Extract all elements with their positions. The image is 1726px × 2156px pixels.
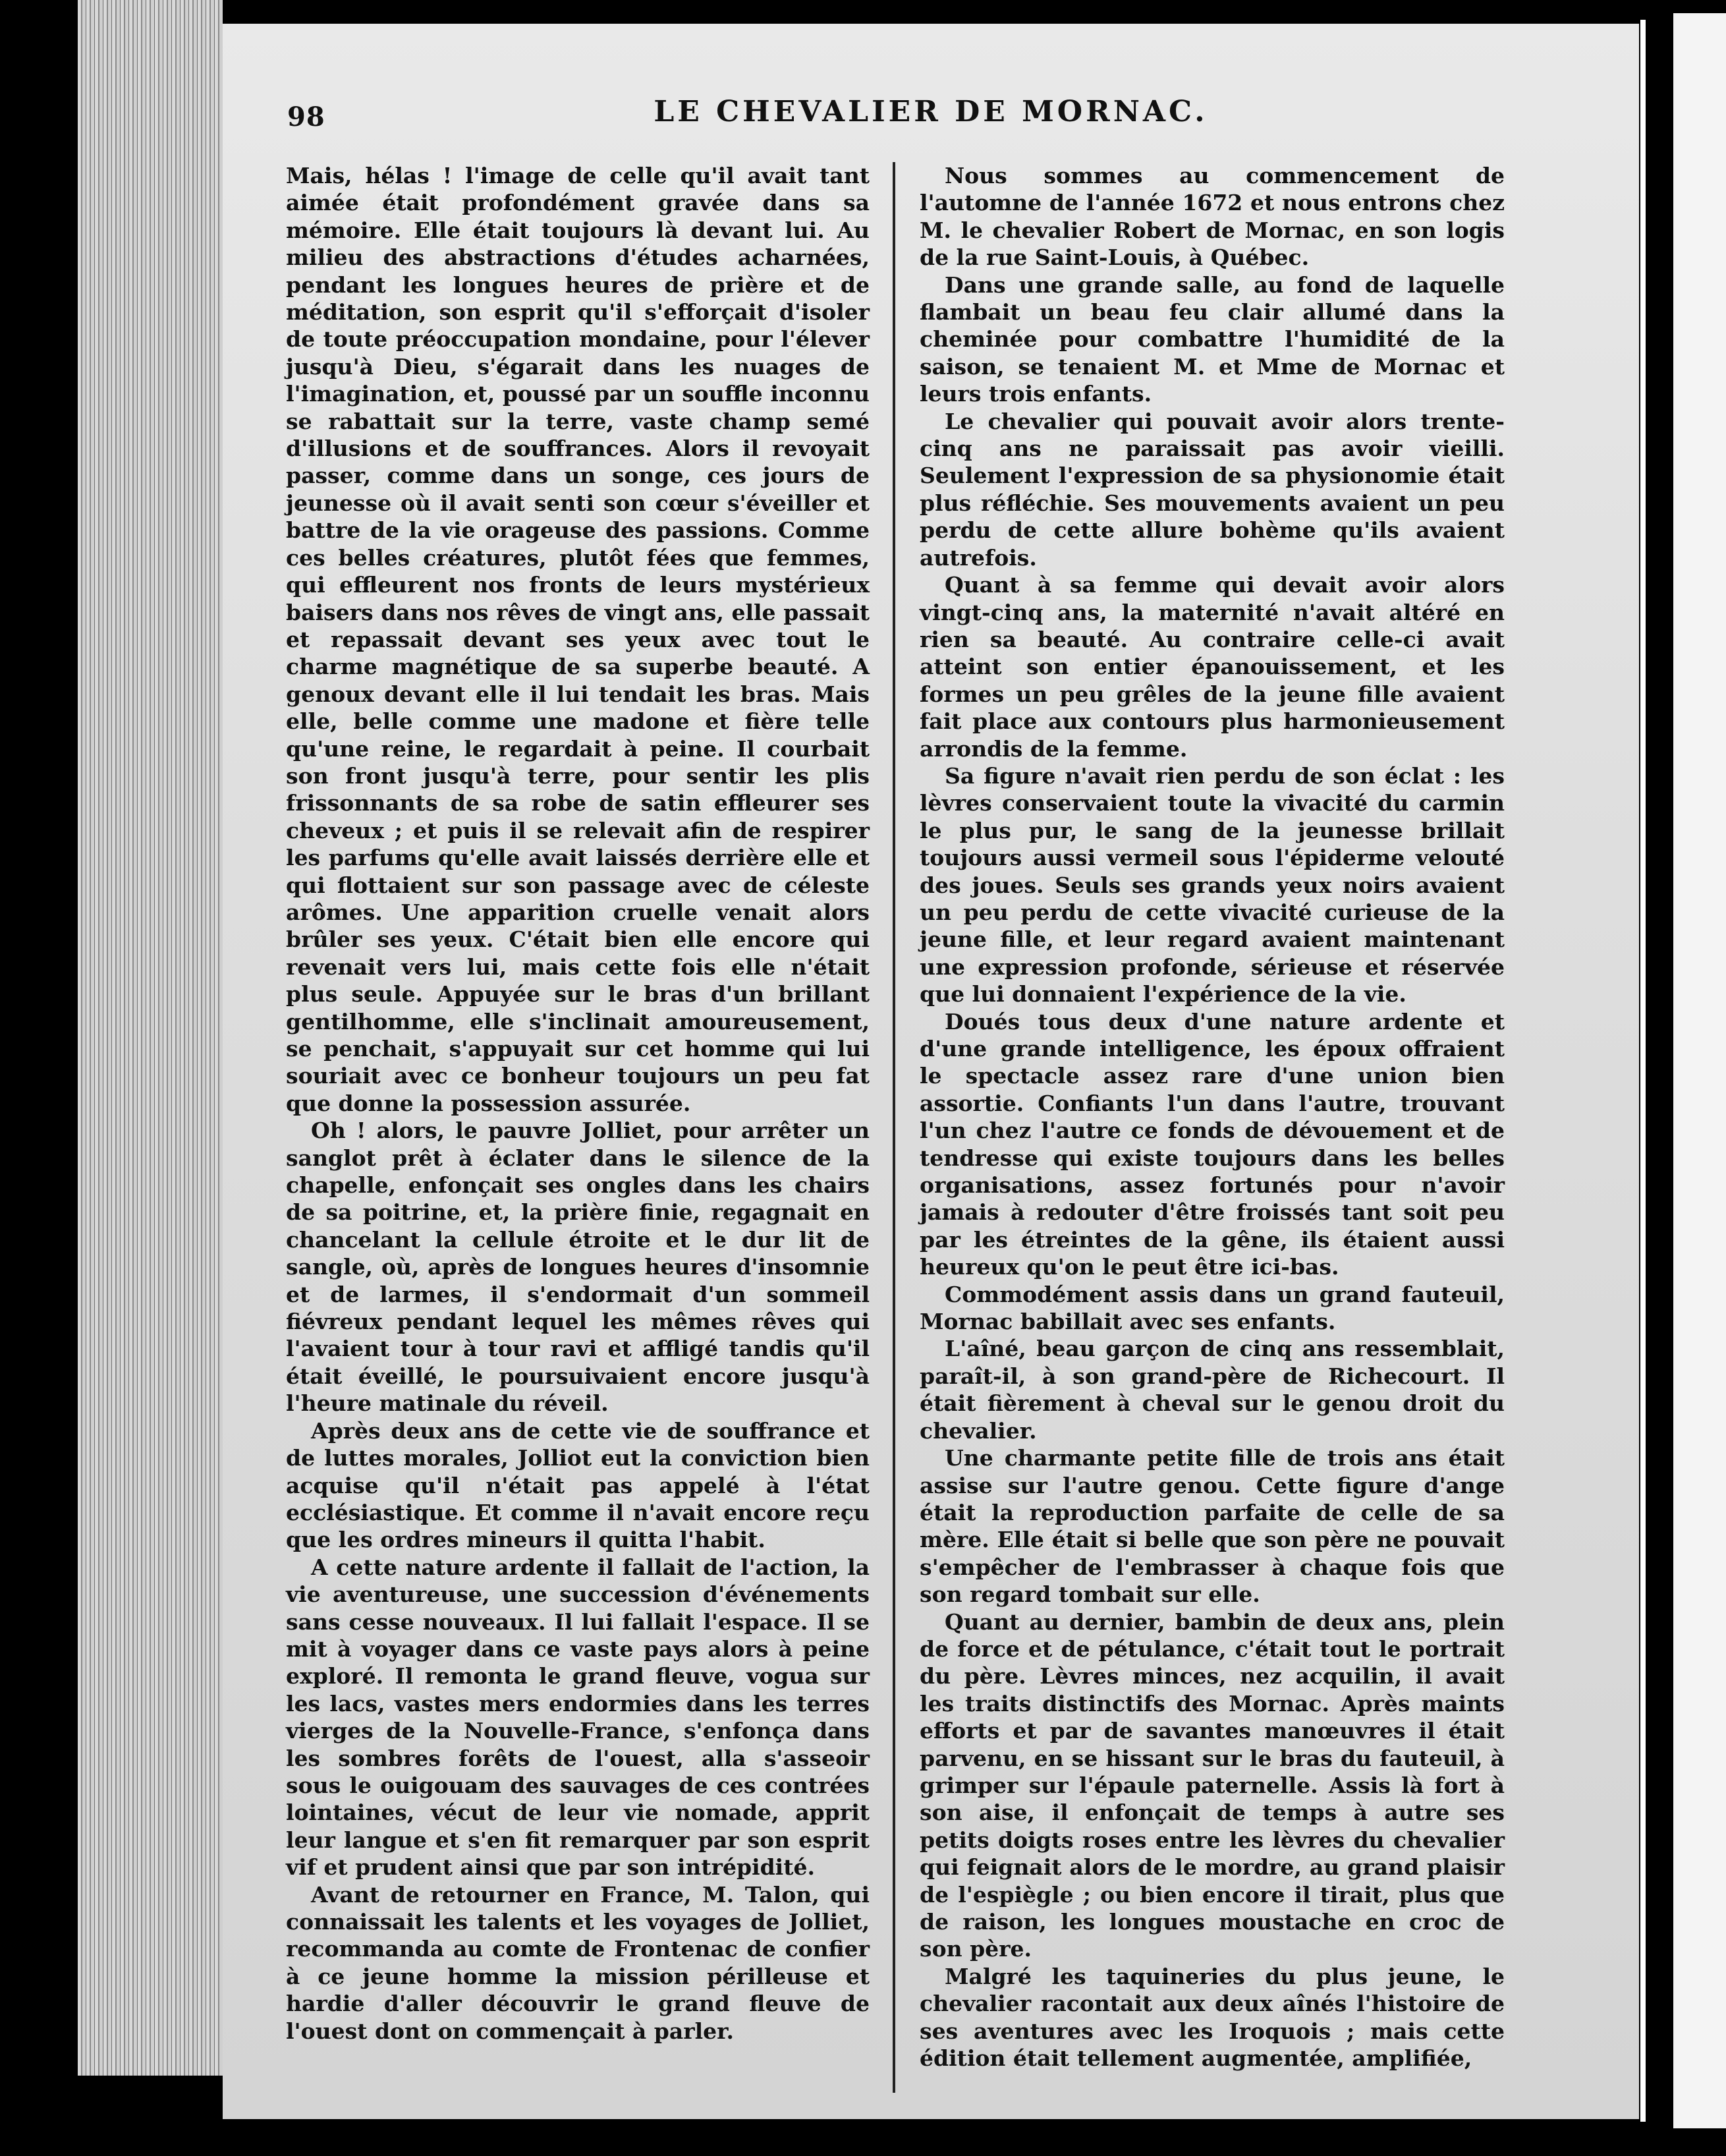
paragraph: Mais, hélas ! l'image de celle qu'il avait tant aimée était profondément gravée dans sa mémoire. Elle était toujours là devant lui. Au milieu des abstractions d'études acharnées, pendant les longues heures de prière et de méditation, son esprit qu'il s'efforçait d'isoler de toute préoccupation mondaine, pour l'élever jusqu'à Dieu, s'égarait dans les nuages de l'imagination, et, poussé par un souffle inconnu se rabattait sur la terre, vaste champ semé d'illusions et de souffrances. Alors il revoyait passer, comme dans un songe, ces jours de jeunesse où il avait senti son cœur s'éveiller et battre de la vie orageuse des passions. Comme ces belles créatures, plutôt fées que femmes, qui effleurent nos fronts de leurs mystérieux baisers dans nos rêves de vingt ans, elle passait et repassait devant ses yeux avec tout le charme magnétique de sa superbe beauté. A genoux devant elle il lui tendait les bras. Mais elle, belle comme une madone et fière telle qu'une reine, le regardait à peine. Il courbait son front jusqu'à terre, pour sentir les plis frissonnants de sa robe de satin effleurer ses cheveux ; et puis il se relevait afin de respirer les parfums qu'elle avait laissés derrière elle et qui flottaient sur son passage avec de céleste arômes. Une apparition cruelle venait alors brûler ses yeux. C'était bien elle encore qui revenait vers lui, mais cette fois elle n'était plus seule. Appuyée sur le bras d'un brillant gentilhomme, elle s'inclinait amoureusement, se penchait, s'appuyait sur cet homme qui lui souriait avec ce bonheur toujours un peu fat que donne la possession assurée.: [286, 163, 870, 1116]
paragraph: Doués tous deux d'une nature ardente et d'une grande intelligence, les époux offraient le spectacle assez rare d'une union bien assortie. Confiants l'un dans l'autre, trouvant l'un chez l'autre ce fonds de dévouement et de tendresse qui existe toujours dans les belles organisations, assez fortunés pour n'avoir jamais à redouter d'être froissés tant soit peu par les étreintes de la gêne, ils étaient aussi heureux qu'on le peut être ici-bas.: [920, 1008, 1505, 1280]
paragraph: Quant au dernier, bambin de deux ans, plein de force et de pétulance, c'était tout le portrait du père. Lèvres minces, nez acquilin, il avait les traits distinctifs des Mornac. Après maints efforts et par de savantes manœuvres il était parvenu, en se hissant sur le bras du fauteuil, à grimper sur l'épaule paternelle. Assis là fort à son aise, il enfonçait de temps à autre ses petits doigts roses entre les lèvres du chevalier qui feignait alors de le mordre, au grand plaisir de l'espiègle ; ou bien encore il tirait, plus que de raison, les longues moustache en croc de son père.: [920, 1608, 1505, 1962]
paragraph: Commodément assis dans un grand fauteuil, Mornac babillait avec ses enfants.: [920, 1281, 1505, 1335]
paragraph: Dans une grande salle, au fond de laquelle flambait un beau feu clair allumé dans la cheminée pour combattre l'humidité de la saison, se tenaient M. et Mme de Mornac et leurs trois enfants.: [920, 271, 1505, 407]
book-page: [223, 24, 1639, 2119]
next-page-edge: [1673, 13, 1726, 2128]
page-number: 98: [287, 101, 325, 132]
left-column: [286, 162, 870, 2045]
paragraph: Une charmante petite fille de trois ans était assise sur l'autre genou. Cette figure d'ange était la reproduction parfaite de celle de sa mère. Elle était si belle que son père ne pouvait s'empêcher de l'embrasser à chaque fois que son regard tombait sur elle.: [920, 1445, 1505, 1608]
right-column: [920, 162, 1505, 2072]
paragraph: Avant de retourner en France, M. Talon, qui connaissait les talents et les voyages de Jolliet, recommanda au comte de Frontenac de confier à ce jeune homme la mission périlleuse et hardie d'aller découvrir le grand fleuve de l'ouest dont on commençait à parler.: [286, 1881, 870, 2044]
page-gutter-line: [1640, 20, 1646, 2122]
paragraph: Nous sommes au commencement de l'automne de l'année 1672 et nous entrons chez M. le chevalier Robert de Mornac, en son logis de la rue Saint-Louis, à Québec.: [920, 163, 1505, 271]
paragraph: Le chevalier qui pouvait avoir alors trente-cinq ans ne paraissait pas avoir vieilli. Seulement l'expression de sa physionomie était plus réfléchie. Ses mouvements avaient un peu perdu de cette allure bohème qu'ils avaient autrefois.: [920, 408, 1505, 571]
paragraph: Après deux ans de cette vie de souffrance et de luttes morales, Jolliot eut la conviction bien acquise qu'il n'était pas appelé à l'état ecclésiastique. Et comme il n'avait encore reçu que les ordres mineurs il quitta l'habit.: [286, 1417, 870, 1553]
paragraph: Sa figure n'avait rien perdu de son éclat : les lèvres conservaient toute la vivacité du carmin le plus pur, le sang de la jeunesse brillait toujours aussi vermeil sous l'épiderme velouté des joues. Seuls ses grands yeux noirs avaient un peu perdu de cette vivacité curieuse de la jeune fille, et leur regard avaient maintenant une expression profonde, sérieuse et réservée que lui donnaient l'expérience de la vie.: [920, 762, 1505, 1007]
running-title: LE CHEVALIER DE MORNAC.: [654, 95, 1208, 128]
paragraph: A cette nature ardente il fallait de l'action, la vie aventureuse, une succession d'événements sans cesse nouveaux. Il lui fallait l'espace. Il se mit à voyager dans ce vaste pays alors à peine exploré. Il remonta le grand fleuve, vogua sur les lacs, vastes mers endormies dans les terres vierges de la Nouvelle-France, s'enfonça dans les sombres forêts de l'ouest, alla s'asseoir sous le ouigouam des sauvages de ces contrées lointaines, vécut de leur vie nomade, apprit leur langue et s'en fit remarquer par son esprit vif et prudent ainsi que par son intrépidité.: [286, 1554, 870, 1881]
paragraph: Quant à sa femme qui devait avoir alors vingt-cinq ans, la maternité n'avait altéré en rien sa beauté. Au contraire celle-ci avait atteint son entier épanouissement, et les formes un peu grêles de la jeune fille avaient fait place aux contours plus harmonieusement arrondis de la femme.: [920, 572, 1505, 762]
paragraph: L'aîné, beau garçon de cinq ans ressemblait, paraît-il, à son grand-père de Richecourt. Il était fièrement à cheval sur le genou droit du chevalier.: [920, 1336, 1505, 1444]
column-rule: [893, 162, 895, 2093]
paragraph: Oh ! alors, le pauvre Jolliet, pour arrêter un sanglot prêt à éclater dans le silence de la chapelle, enfonçait ses ongles dans les chairs de sa poitrine, et, la prière finie, regagnait en chancelant la cellule étroite et le dur lit de sangle, où, après de longues heures d'insomnie et de larmes, il s'endormait d'un sommeil fiévreux pendant lequel les mêmes rêves qui l'avaient tour à tour ravi et affligé tandis qu'il était éveillé, le poursuivaient encore jusqu'à l'heure matinale du réveil.: [286, 1118, 870, 1417]
page-stack-edges: [78, 0, 223, 2076]
paragraph: Malgré les taquineries du plus jeune, le chevalier racontait aux deux aînés l'histoire de ses aventures avec les Iroquois ; mais cette édition était tellement augmentée, amplifiée,: [920, 1963, 1505, 2072]
